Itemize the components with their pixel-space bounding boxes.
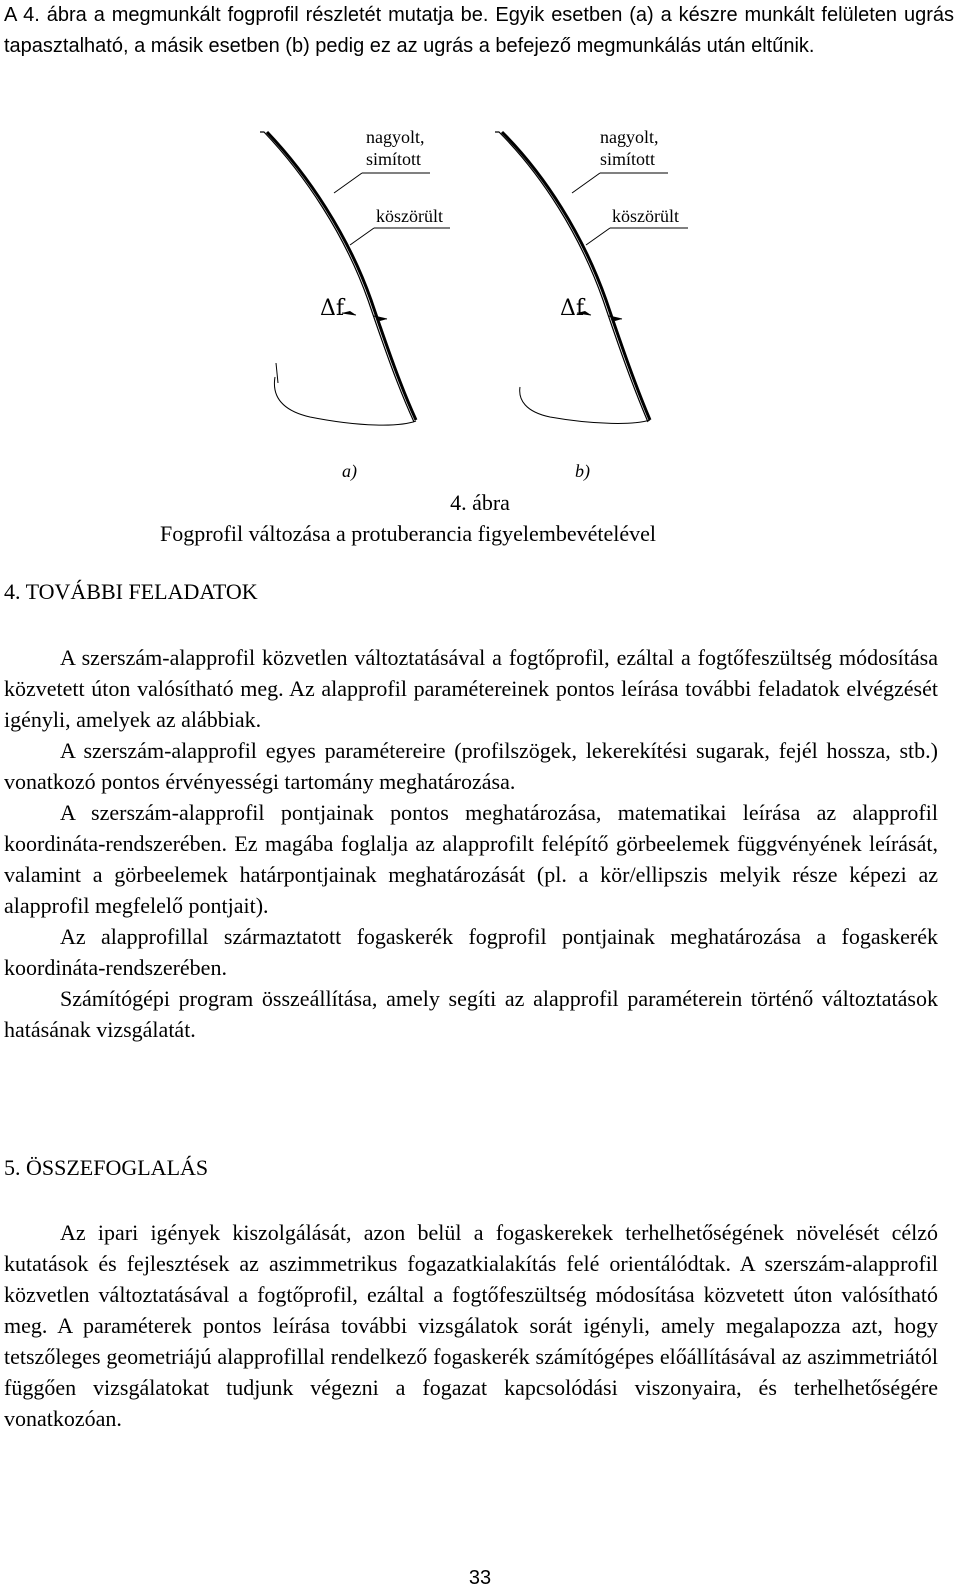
figure-number: 4. ábra [450, 490, 510, 515]
profile-a-top-leader [334, 173, 362, 193]
profile-a [260, 127, 450, 482]
section-4-paragraph: A szerszám-alapprofil közvetlen változtatásával a fogtőprofil, ezáltal a fogtőfeszültség módosítása közvetett úton valósítható meg. Az alapprofil paramétereinek pontos leírása további feladatok elvégzését igényli, amelyek az alábbiak. [4, 645, 938, 732]
profile-a-sub-label: a) [342, 461, 357, 481]
section-5-paragraph: Az ipari igények kiszolgálását, azon belül a fogaskerekek terhelhetőségének növelését célzó kutatások és fejlesztések az aszimmetrikus fogazatkialakítás felé orientálódtak. A szerszám-alapprofil közvetlen változtatásával a fogtőprofil, ezáltal a fogtőfeszültség módosítása közvetett úton valósítható meg. A paraméterek pontos leírása további vizsgálatok sorát igényli, amely megalapozza azt, hogy tetszőleges geometriájú alapprofillal rendelkező fogaskerék számítógépes előállításával az aszimmetriától függően vizsgálatokat tudjunk végezni a fogazat kapcsolódási viszonyaira, és terhelhetőségére vonatkozóan. [4, 1220, 938, 1431]
profile-b-mid-label: köszörült [612, 206, 679, 226]
section-4-paragraph: A szerszám-alapprofil egyes paramétereire (profilszögek, lekerekítési sugarak, fejél hossza, stb.) vonatkozó pontos érvényességi tartomány meghatározása. [4, 738, 938, 794]
profile-a-delta-label: Δf [320, 296, 345, 321]
profile-a-outer-line [260, 132, 414, 422]
tooth-profile-diagram [250, 125, 700, 495]
profile-b-top-leader [572, 173, 600, 193]
section-4-paragraph: Az alapprofillal származtatott fogaskerék fogprofil pontjainak meghatározása a fogaskerék koordináta-rendszerében. [4, 924, 938, 980]
figure-4 [250, 125, 700, 495]
page-number: 33 [468, 1567, 492, 1589]
section-4-heading: 4. TOVÁBBI FELADATOK [4, 579, 258, 604]
section-5-body [4, 1217, 938, 1434]
section-4-paragraph: A szerszám-alapprofil pontjainak pontos meghatározása, matematikai leírása az alapprofil koordináta-rendszerében. Ez magába foglalja az alapprofilt felépítő görbeelemek függvényének leírását, valamint a görbeelemek határpontjainak meghatározását (pl. a kör/ellipszis melyik része képezi az alapprofil megfelelő pontjait). [4, 800, 938, 918]
section-5-heading: 5. ÖSSZEFOGLALÁS [4, 1155, 209, 1180]
intro-paragraph: A 4. ábra a megmunkált fogprofil részletét mutatja be. Egyik esetben (a) a készre munkált felületen ugrás tapasztalható, a másik esetben (b) pedig ez az ugrás a befejező megmunkálás után eltűnik. [4, 4, 954, 57]
profile-b-top-label-2: simított [600, 149, 656, 169]
profile-b-top-label-1: nagyolt, [600, 127, 659, 147]
profile-a-top-label-2: simított [366, 149, 422, 169]
profile-b [495, 127, 688, 482]
section-4-body [4, 642, 938, 1045]
profile-b-delta-label: Δf [560, 296, 585, 321]
figure-caption: Fogprofil változása a protuberancia figyelembevételével [160, 521, 657, 546]
profile-a-lower-line [276, 363, 278, 383]
profile-a-mid-leader [350, 228, 374, 245]
profile-a-mid-label: köszörült [376, 206, 443, 226]
profile-b-mid-leader [586, 228, 610, 245]
section-4-paragraph: Számítógépi program összeállítása, amely segíti az alapprofil paraméterein történő változtatások hatásának vizsgálatát. [4, 986, 938, 1042]
profile-a-ground-line [267, 132, 416, 420]
profile-b-sub-label: b) [575, 461, 590, 481]
profile-a-top-label-1: nagyolt, [366, 127, 425, 147]
profile-b-ground-line [502, 132, 650, 420]
profile-a-fillet [274, 377, 416, 425]
profile-b-fillet [520, 387, 650, 423]
profile-b-outer-line [495, 132, 648, 422]
